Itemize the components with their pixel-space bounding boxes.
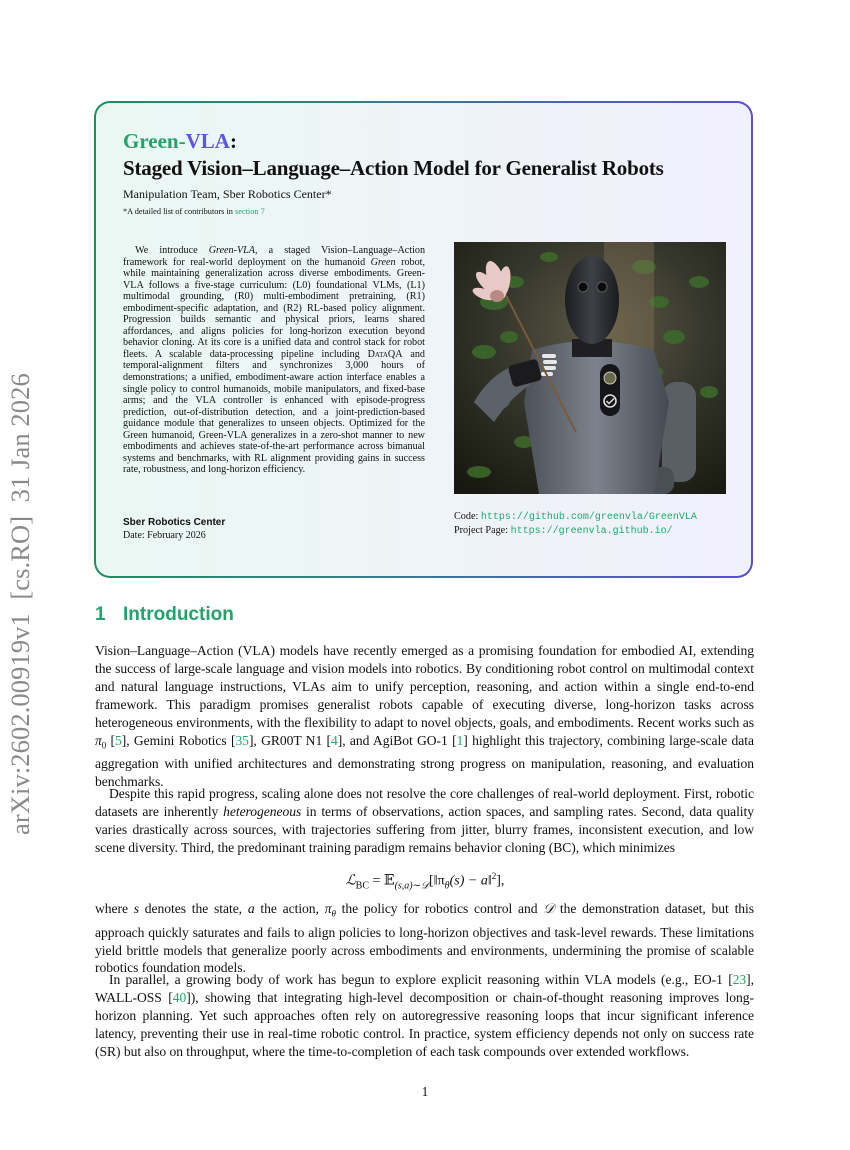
paper-title-name [123, 129, 237, 153]
paragraph-3: where s denotes the state, a the action, $\pi_\theta$ the policy for robotics control and 𝒟 the demonstration dataset, but this approach quickly saturates and fails to align policies to long-horizon objectives and task-level rewards. These limitations yield brittle models that generalize poorly across embodiments and environments, undermining the promise of scalable robotics foundation models. [95, 901, 755, 976]
abstract-text: , a staged Vision–Language–Action framework for real-world deployment on the humanoid [123, 245, 426, 268]
robot-hero-image [454, 242, 726, 494]
links-block [454, 510, 697, 538]
title-box [94, 101, 753, 578]
citation-link[interactable]: 4 [331, 732, 338, 748]
organization-block [123, 516, 225, 542]
title-box-inner [96, 103, 751, 576]
robot-photo-illustration [454, 242, 726, 494]
date-value: February 2026 [147, 530, 206, 541]
project-page-url-link[interactable]: https://greenvla.github.io/ [510, 526, 673, 537]
abstract-text: and temporal-alignment filters and synchronizes 3,000 hours of demonstrations; a unified, embodiment-aware action interface enables a single policy to control humanoids, mobile manipulators, and fixed-base arms; and the VLA controller is enhanced with episode-progress prediction, out-of-distribution detection, and a joint-prediction-based guidance module that generalizes to unseen objects. Optimized for the Green humanoid, Green-VLA generalizes in a zero-shot manner to new embodiments and achieves state-of-the-art performance across bimanual systems and benchmarks, with RL alignment providing gains in success rate, robustness, and long-horizon efficiency. [123, 348, 425, 476]
pi-zero: $\pi_0$ [95, 732, 107, 751]
project-page-label: Project Page: [454, 525, 511, 536]
title-green-part: Green- [123, 129, 186, 153]
page-number: 1 [421, 1084, 429, 1099]
section-heading-introduction [95, 604, 234, 626]
bc-loss-equation: ℒ$_{BC}$ = $𝔼_{(s,a)\sim 𝒟}[‖\pi_\theta(s)$ − a‖$^2$], [345, 871, 505, 892]
abstract-text: robot, while maintaining generalization across diverse embodiments. Green-VLA follows a five-stage curriculum: (L0) foundational VLMs, (L1) multimodal grounding, (R0) multi-embodiment pretraining, (R1) embodiment-specific adaptation, and (R2) RL-based policy alignment. Progression builds semantic and physical priors, learns shared affordances, and aligns policies for long-horizon execution beyond behavior cloning. At its core is a unified data and control stack for robot fleets. A scalable data-processing pipeline including [123, 256, 425, 360]
section-number: 1 [95, 604, 106, 625]
organization-name: Sber Robotics Center [123, 517, 226, 528]
abstract-emphasis: Green [370, 256, 396, 268]
paper-subtitle: Staged Vision–Language–Action Model for Generalist Robots [123, 156, 664, 180]
paragraph-2: Despite this rapid progress, scaling alone does not resolve the core challenges of real-world deployment. First, robotic datasets are inherently heterogeneous in terms of observations, action spaces, and sampling rates. Second, data quality varies drastically across sources, with trajectories suffering from jitter, blurry frames, inconsistent execution, and low scene diversity. Third, the predominant training paradigm remains behavior cloning (BC), which minimizes [95, 786, 755, 855]
code-line [454, 510, 697, 524]
title-blue-part: VLA [185, 129, 230, 153]
paragraph-1: Vision–Language–Action (VLA) models have recently emerged as a promising foundation for embodied AI, extending the success of large-scale language and vision models into robotics. By conditioning robot control on multimodal context and natural language instructions, VLAs aim to unify perception, reasoning, and action within a single end-to-end framework. This paradigm promises generalist robots capable of executing diverse, long-horizon tasks across heterogeneous environments, with the flexibility to adapt to novel objects, goals, and embodiments. Recent works such as $\pi_0$ [5], Gemini Robotics [35], GR00T N1 [4], and AgiBot GO-1 [1] highlight this trajectory, combining large-scale data aggregation with unified architectures and demonstrating strong progress on manipulation, reasoning, and evaluation benchmarks. [95, 643, 754, 790]
citation-link[interactable]: 40 [172, 989, 187, 1005]
citation-link[interactable]: 23 [732, 972, 747, 987]
footnote-text: *A detailed list of contributors in [123, 207, 235, 216]
abstract [123, 245, 425, 476]
citation-link[interactable]: 35 [235, 732, 249, 748]
section-title: Introduction [123, 604, 234, 625]
citation-link[interactable]: 1 [456, 732, 464, 748]
arxiv-stamp: arXiv:2602.00919v1 [cs.RO] 31 Jan 2026 [5, 373, 35, 835]
date-line [123, 529, 225, 542]
date-label: Date: [123, 530, 148, 541]
abstract-emphasis: Green-VLA [208, 245, 255, 256]
title-colon: : [229, 129, 237, 153]
section-7-link[interactable]: section 7 [235, 207, 265, 216]
emphasis: heterogeneous [223, 803, 302, 819]
citation-link[interactable]: 5 [115, 732, 122, 748]
code-url-link[interactable]: https://github.com/greenvla/GreenVLA [480, 512, 697, 523]
code-label: Code: [454, 511, 481, 522]
dataqa-term: DataQA [367, 348, 403, 360]
paragraph-4: In parallel, a growing body of work has begun to explore explicit reasoning within VLA models (e.g., EO-1 [23], WALL-OSS [40]), showing that integrating high-level decomposition or chain-of-thought reasoning improves long-horizon planning. Yet such approaches often rely on autoregressive reasoning loops that incur significant inference latency, preventing their use in real-time robotic control. In practice, system efficiency depends not only on success rate (SR) but also on throughput, where the time-to-completion of each task compounds over extended workflows. [95, 972, 754, 1059]
affiliation: Manipulation Team, Sber Robotics Center* [123, 187, 332, 201]
contributors-footnote [123, 207, 265, 217]
project-page-line [454, 524, 697, 538]
abstract-text: We introduce [135, 245, 209, 256]
